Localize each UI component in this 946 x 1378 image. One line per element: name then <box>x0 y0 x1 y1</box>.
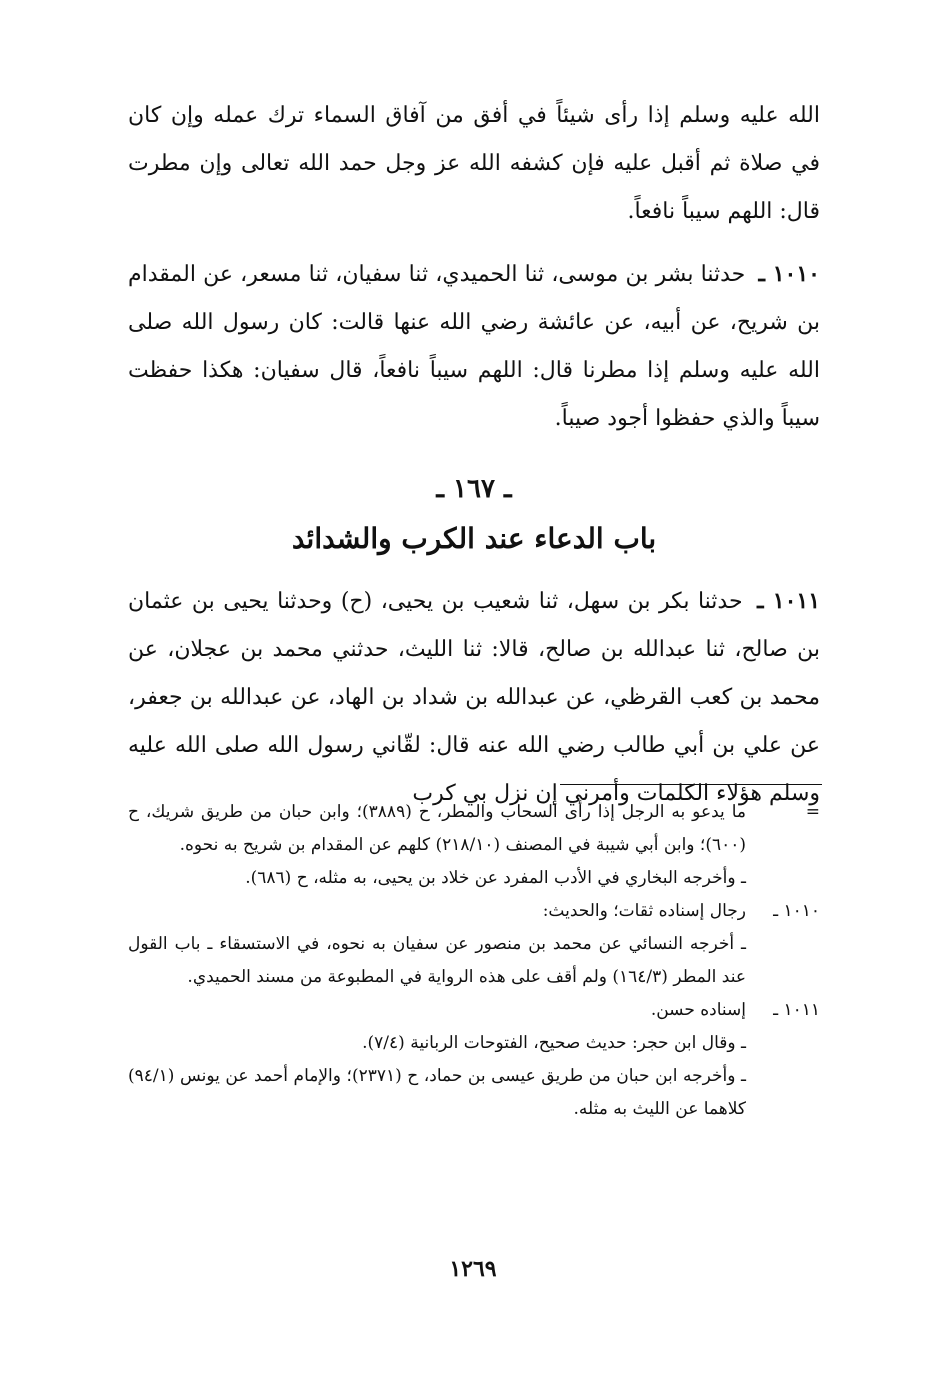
footnotes <box>128 796 820 1126</box>
paragraph-continuation: الله عليه وسلم إذا رأى شيئاً في أفق من آفاق السماء ترك عمله وإن كان في صلاة ثم أقبل عليه فإن كشفه الله عز وجل حمد الله تعالى وإن مطرت قال: اللهم سيباً نافعاً. <box>128 103 820 224</box>
footnote-number: ١٠١١ ـ <box>773 1000 820 1020</box>
section-number: ـ ١٦٧ ـ <box>436 474 512 504</box>
footnote-1011 <box>128 994 820 1027</box>
footnote-continuation <box>128 796 820 862</box>
hadith-number: ١٠١١ ـ <box>757 588 821 614</box>
continuation-mark: = <box>805 802 820 822</box>
hadith-1011 <box>128 577 820 818</box>
chapter-title: باب الدعاء عند الكرب والشدائد <box>291 522 657 555</box>
footnote-text: ما يدعو به الرجل إذا رأى السحاب والمطر، ح (٣٨٨٩)؛ وابن حبان من طريق شريك، ح (٦٠٠)؛ وابن أبي شيبة في المصنف (٢١٨/١٠) كلهم عن المقدام بن شريح به نحوه. <box>128 802 746 855</box>
hadith-1010 <box>128 250 820 443</box>
main-text <box>128 92 820 818</box>
footnote-number: ١٠١٠ ـ <box>773 901 820 921</box>
footnote-text: ـ أخرجه النسائي عن محمد بن منصور عن سفيان به نحوه، في الاستسقاء ـ باب القول عند المطر (١٦٤/٣) ولم أقف على هذه الرواية في المطبوعة من مسند الحميدي. <box>128 934 746 987</box>
hadith-text: حدثنا بشر بن موسى، ثنا الحميدي، ثنا سفيان، ثنا مسعر، عن المقدام بن شريح، عن أبيه، عن عائشة رضي الله عنها قالت: كان رسول الله صلى الله عليه وسلم إذا مطرنا قال: اللهم سيباً نافعاً، قال سفيان: هكذا حفظت سيباً والذي حفظوا أجود صيباً. <box>128 262 820 431</box>
footnote-text: ـ وأخرجه البخاري في الأدب المفرد عن خلاد بن يحيى، به مثله، ح (٦٨٦). <box>245 868 746 888</box>
footnote-text: إسناده حسن. <box>650 1000 746 1020</box>
hadith-text: حدثنا بكر بن سهل، ثنا شعيب بن يحيى، (ح) وحدثنا يحيى بن عثمان بن صالح، ثنا عبدالله بن صالح، قالا: ثنا الليث، حدثني محمد بن عجلان، عن محمد بن كعب القرظي، عن عبدالله بن شداد بن الهاد، عن عبدالله بن جعفر، عن علي بن أبي طالب رضي الله عنه قال: لقّاني رسول الله صلى الله عليه وسلم هؤلاء الكلمات وأمرني إن نزل بي كرب <box>128 589 820 806</box>
footnote-text: رجال إسناده ثقات؛ والحديث: <box>542 901 746 921</box>
footnote-text: ـ وقال ابن حجر: حديث صحيح، الفتوحات الربانية (٧/٤). <box>362 1033 746 1053</box>
footnote-1010 <box>128 895 820 928</box>
page-number: ١٢٦٩ <box>449 1256 497 1282</box>
hadith-number: ١٠١٠ ـ <box>758 261 820 287</box>
footnote-text: ـ وأخرجه ابن حبان من طريق عيسى بن حماد، ح (٢٣٧١)؛ والإمام أحمد عن يونس (٩٤/١) كلاهما عن الليث به مثله. <box>128 1066 746 1119</box>
footnote-divider <box>560 784 822 785</box>
